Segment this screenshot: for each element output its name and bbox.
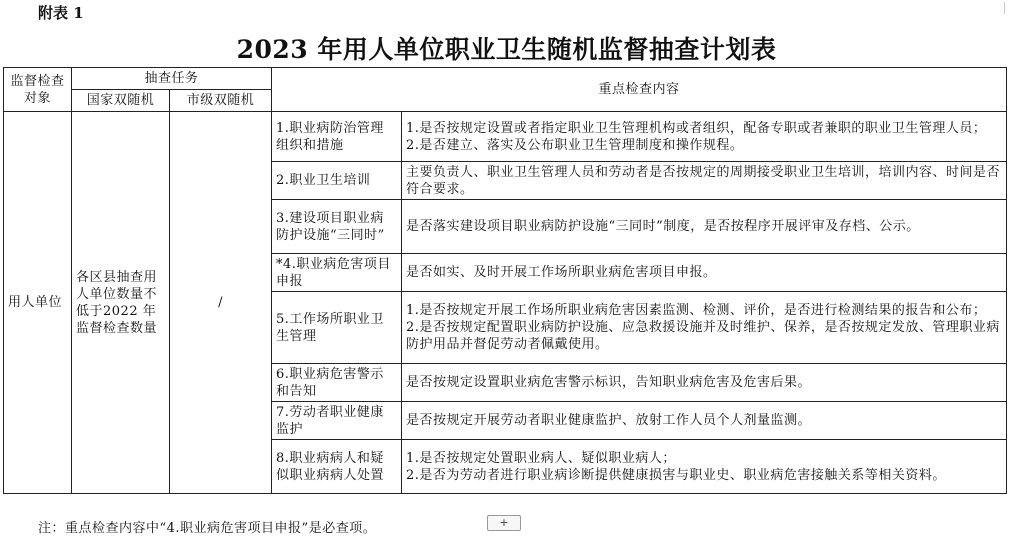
item-content: 是否如实、及时开展工作场所职业病危害项目申报。 [402, 254, 1007, 292]
footnote: 注：重点检查内容中“4.职业病危害项目申报”是必查项。 [38, 521, 377, 536]
item-name: 5.工作场所职业卫生管理 [272, 292, 402, 364]
item-name: 3.建设项目职业病防护设施“三同时” [272, 200, 402, 254]
header-target: 监督检查对象 [4, 68, 72, 112]
target-cell: 用人单位 [4, 112, 72, 494]
appendix-label: 附表 1 [38, 4, 84, 22]
item-name: 6.职业病危害警示和告知 [272, 364, 402, 402]
item-name: 8.职业病病人和疑似职业病病人处置 [272, 440, 402, 494]
city-task-cell: / [170, 112, 272, 494]
item-content: 主要负责人、职业卫生管理人员和劳动者是否按规定的周期接受职业卫生培训，培训内容、时间是否符合要求。 [402, 162, 1007, 200]
add-row-button[interactable]: + [487, 515, 521, 531]
item-content: 是否按规定设置职业病危害警示标识，告知职业病危害及危害后果。 [402, 364, 1007, 402]
item-content: 1.是否按规定处置职业病人、疑似职业病人； 2.是否为劳动者进行职业病诊断提供健康损害与职业史、职业病危害接触关系等相关资料。 [402, 440, 1007, 494]
national-task-cell: 各区县抽查用人单位数量不低于2022 年监督检查数量 [72, 112, 170, 494]
page-edge-mark [1004, 2, 1011, 14]
header-national: 国家双随机 [72, 90, 170, 112]
item-name: 2.职业卫生培训 [272, 162, 402, 200]
table-row [4, 112, 1007, 162]
item-content: 是否按规定开展劳动者职业健康监护、放射工作人员个人剂量监测。 [402, 402, 1007, 440]
item-content: 1.是否按规定设置或者指定职业卫生管理机构或者组织，配备专职或者兼职的职业卫生管理人员； 2.是否建立、落实及公布职业卫生管理制度和操作规程。 [402, 112, 1007, 162]
item-name: *4.职业病危害项目申报 [272, 254, 402, 292]
header-row-1 [4, 68, 1007, 90]
header-content: 重点检查内容 [272, 68, 1007, 112]
item-name: 7.劳动者职业健康监护 [272, 402, 402, 440]
item-name: 1.职业病防治管理组织和措施 [272, 112, 402, 162]
document-title: 2023 年用人单位职业卫生随机监督抽查计划表 [236, 35, 777, 64]
header-city: 市级双随机 [170, 90, 272, 112]
item-content: 是否落实建设项目职业病防护设施“三同时”制度，是否按程序开展评审及存档、公示。 [402, 200, 1007, 254]
item-content: 1.是否按规定开展工作场所职业病危害因素监测、检测、评价，是否进行检测结果的报告和公布； 2.是否按规定配置职业病防护设施、应急救援设施并及时维护、保养，是否按规定发放、管理职业病防护用品并督促劳动者佩戴使用。 [402, 292, 1007, 364]
header-tasks: 抽查任务 [72, 68, 272, 90]
inspection-plan-table [3, 67, 1007, 494]
